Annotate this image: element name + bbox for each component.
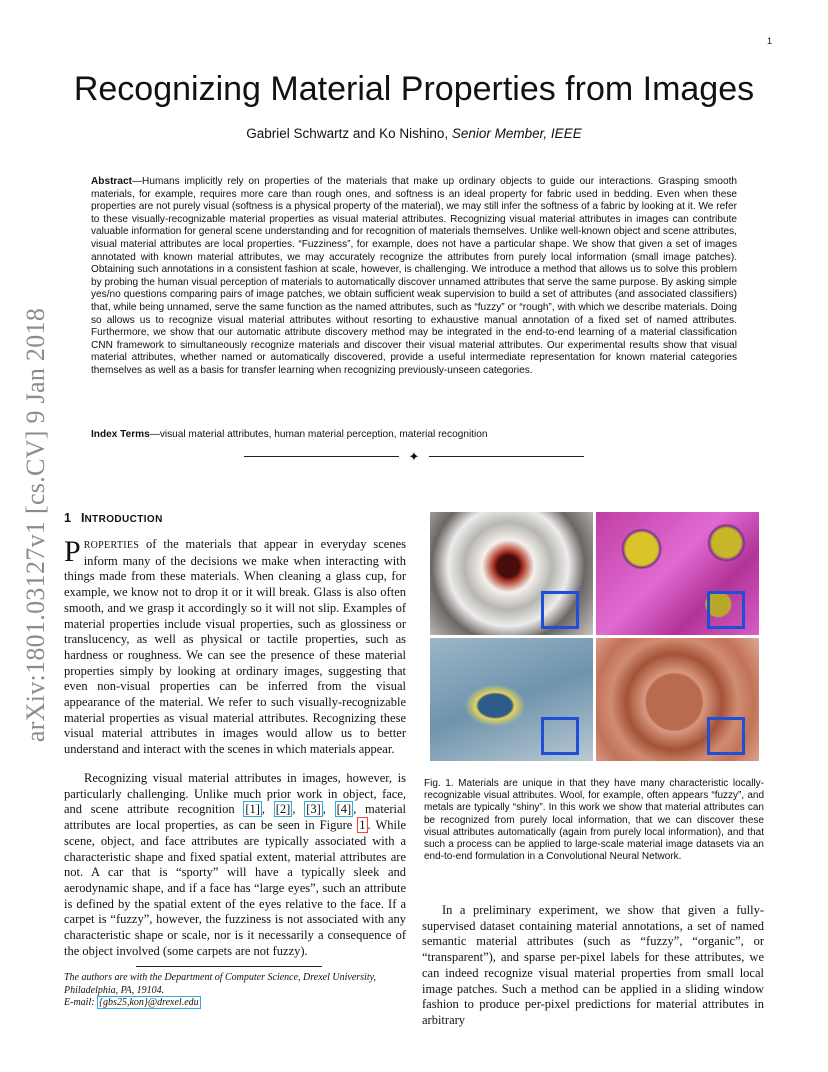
email-link[interactable]: {gbs25,kon}@drexel.edu [99,997,199,1008]
page-number: 1 [766,36,772,46]
abstract-label: Abstract [91,176,132,187]
figure-image-flowers [596,512,759,635]
citation-separator: , [261,802,274,817]
zoom-box [541,591,579,629]
zoom-box [707,717,745,755]
index-terms [91,429,737,442]
intro-p1-text: of the materials that appear in everyday scenes inform many of the decisions we make when interacting with things made from these materials. When cleaning a glass cup, for example, we know not to drop it or it will break. Glass is also often smooth, and we grasp it accordingly so it will not slip. Examples of material properties include visual properties, such as glossiness or translucency, as well as physical or tactile properties, such as hardness or roughness. We can see the presence of these material properties simply by looking at ordinary images, suggesting that even non-visual properties can be inferred from the visual appearance of the material. We refer to such visually-recognizable material properties as visual material attributes. Recognizing these visual material attributes in images would allow us to better understand and interact with the scenes in which materials appear. [64,537,406,757]
footnote [64,972,406,1010]
abstract [91,176,737,378]
footnote-affiliation: The authors are with the Department of Computer Science, Drexel University, Philadelphia, PA, 19104. [64,972,376,996]
section-title-rest: NTRODUCTION [84,514,163,525]
citation-separator: , [322,802,335,817]
zoom-box [707,591,745,629]
intro-paragraph-2 [64,771,406,959]
paper-title: Recognizing Material Properties from Images [73,70,755,108]
section-first-letter: I [80,511,85,525]
intro-p2-text-c: . While scene, object, and face attributes are typically associated with a characteristic shape and fixed spatial extent, material attributes are not. A car that is “sporty” will have a typically sleek and aerodynamic shape, and if a face has “large eyes”, such an attribute is defined by the spatial extent of the eyes relative to the face. If a carpet is “fuzzy”, however, the fuzziness is not associated with any characteristic shape or scale, nor is it necessarily a consequence of the object involved (some carpets are not fuzzy). [64,818,406,958]
drop-cap: P [64,535,81,568]
intro-paragraph-3: In a preliminary experiment, we show that given a fully-supervised dataset containing material annotations, a set of named semantic material attributes (such as “fuzzy”, “organic”, or “transparent”), and sparse per-pixel labels for these attributes, we can indeed recognize visual material properties from small local image patches. Such a method can be applied in a sliding window fashion to produce per-pixel predictions for material attributes in arbitrary [422,903,764,1027]
intro-p2-text-a: Recognizing visual material attributes in images, however, is particularly challenging. Unlike much prior work in object, face, and scene attribute recognition [64,771,406,817]
intro-paragraph-1 [64,537,406,758]
separator-diamond-icon: ✦ [408,449,420,464]
author-names: Gabriel Schwartz and Ko Nishino, [246,126,452,141]
citation-link-2[interactable]: [2] [275,802,291,817]
figure-image-felt-bird [430,638,593,761]
section-number: 1 [64,511,71,525]
citation-link-1[interactable]: [1] [245,802,260,817]
citation-separator: , [292,802,305,817]
figure-image-crystal [430,512,593,635]
figure-reference-link[interactable]: 1 [359,818,366,833]
footnote-email-label: E-mail: [64,997,98,1008]
arxiv-identifier: arXiv:1801.03127v1 [cs.CV] 9 Jan 2018 [21,307,50,743]
separator-line-left [244,456,399,457]
index-terms-text: —visual material attributes, human material perception, material recognition [149,429,488,440]
author-affiliation: Senior Member, IEEE [451,126,582,141]
citation-link-4[interactable]: [4] [336,802,352,817]
intro-smallcaps: ROPERTIES [83,540,140,551]
separator-line-right [429,456,584,457]
citation-link-3[interactable]: [3] [306,802,321,817]
intro-p2-text-b: , material attributes are local properties, as can be seen in Figure [64,802,407,833]
section-heading-introduction [64,511,163,525]
figure-image-copper-plate [596,638,759,761]
abstract-text: —Humans implicitly rely on properties of the materials that make up ordinary objects to guide our interactions. Grasping smooth materials, for example, requires more care than rough ones, and softness is an ideal property for fabric used in bedding. Even when these properties are not purely visual (softness is a physical property of the material), we may still infer the softness of a fabric by looking at it. We refer to these visually-recognizable material properties as visual material attributes. Recognizing visual material attributes in images can contribute valuable information for general scene understanding and for recognition of materials themselves. Unlike well-known object and scene attributes, visual material attributes are local properties. “Fuzziness”, for example, does not have a particular shape. We show that given a set of images annotated with known material attributes, we may accurately recognize the attributes from purely local information (small image patches). Obtaining such annotations in a consistent fashion at scale, however, is challenging. We introduce a method that allows us to solve this problem by probing the human visual perception of materials to automatically discover unnamed attributes that serve the same purpose. By asking simple yes/no questions comparing pairs of image patches, we obtain sufficient weak supervision to build a set of attributes (and associated classifiers) that, while being unnamed, serve the same function as the named attributes, such as “fuzzy” or “rough”, with which we describe materials. Doing so allows us to recognize visual material attributes without resorting to exhaustive manual annotation of a fixed set of named attributes. Furthermore, we show that our automatic attribute discovery method may be integrated in the end-to-end learning of a material classification CNN framework to simultaneously recognize materials and discover their visual material attributes. Our experimental results show that visual material attributes, whether named or automatically discovered, provide a useful intermediate representation for known material categories themselves as well as a basis for transfer learning when recognizing previously-unseen categories. [91,176,737,376]
footnote-rule [136,966,322,967]
index-terms-label: Index Terms [91,429,150,440]
zoom-box [541,717,579,755]
section-separator [244,450,584,464]
arxiv-stamp [16,290,56,760]
figure-1 [428,511,758,761]
figure-caption: Fig. 1. Materials are unique in that they have many characteristic locally-recognizable visual attributes. Wool, for example, often appears “fuzzy”, and metals are typically “shiny”. In this work we show that material attributes can be recognized from purely local information, that we can discover these visual attributes automatically (again from purely local information), and that such a process can be applied to large-scale material image datasets via an end-to-end formulation in a Convolutional Neural Network. [424,778,764,863]
author-line [60,126,768,141]
